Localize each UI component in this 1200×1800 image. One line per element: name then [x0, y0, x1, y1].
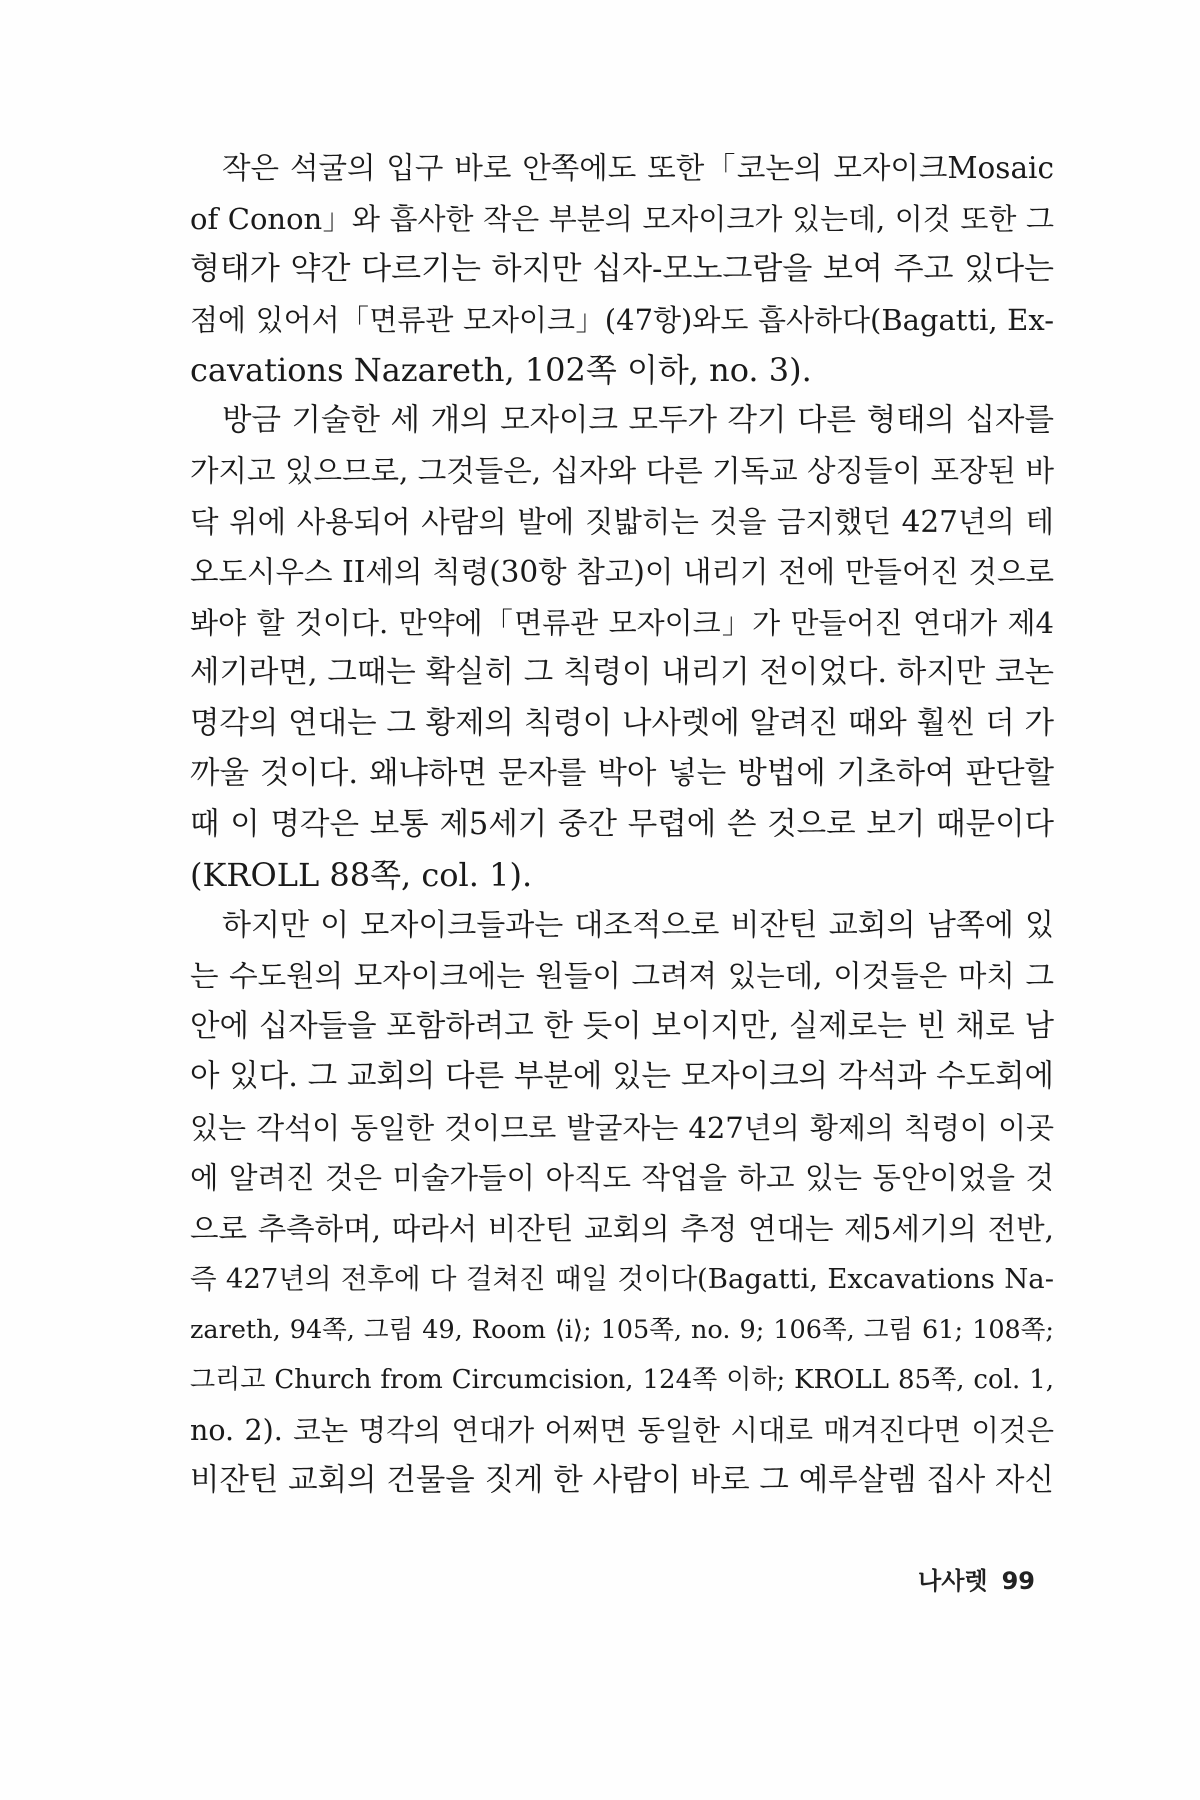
- text-line: 명각의 연대는 그 황제의 칙령이 나사렛에 알려진 때와 훨씬 더 가: [190, 705, 1054, 741]
- text-line: 으로 추측하며, 따라서 비잔틴 교회의 추정 연대는 제5세기의 전반,: [190, 1211, 1054, 1246]
- text-line: no. 2). 코논 명각의 연대가 어쩌면 동일한 시대로 매겨진다면 이것은: [190, 1413, 1054, 1447]
- text-line: 에 알려진 것은 미술가들이 아직도 작업을 하고 있는 동안이었을 것: [190, 1161, 1054, 1195]
- text-line: 봐야 할 것이다. 만약에「면류관 모자이크」가 만들어진 연대가 제4: [190, 605, 1054, 640]
- text-line: 오도시우스 II세의 칙령(30항 참고)이 내리기 전에 만들어진 것으로: [190, 555, 1054, 589]
- text-line: 는 수도원의 모자이크에는 원들이 그려져 있는데, 이것들은 마치 그: [190, 959, 1054, 993]
- text-line: 가지고 있으므로, 그것들은, 십자와 다른 기독교 상징들이 포장된 바: [190, 454, 1054, 488]
- text-line: 점에 있어서「면류관 모자이크」(47항)와도 흡사하다(Bagatti, Ex-: [190, 302, 1054, 337]
- text-line: 있는 각석이 동일한 것이므로 발굴자는 427년의 황제의 칙령이 이곳: [190, 1110, 1054, 1145]
- text-line: 아 있다. 그 교회의 다른 부분에 있는 모자이크의 각석과 수도회에: [190, 1059, 1054, 1094]
- text-line: 닥 위에 사용되어 사람의 발에 짓밟히는 것을 금지했던 427년의 테: [190, 504, 1054, 539]
- text-line: 세기라면, 그때는 확실히 그 칙령이 내리기 전이었다. 하지만 코논: [190, 655, 1054, 690]
- body-text: [190, 143, 1054, 1507]
- text-line: (KROLL 88쪽, col. 1).: [190, 856, 533, 894]
- page-number: 99: [1001, 1567, 1035, 1595]
- text-line: 형태가 약간 다르기는 하지만 십자-모노그람을 보여 주고 있다는: [190, 251, 1054, 287]
- text-line: 때 이 명각은 보통 제5세기 중간 무렵에 쓴 것으로 보기 때문이다: [190, 806, 1054, 842]
- text-line: 안에 십자들을 포함하려고 한 듯이 보이지만, 실제로는 빈 채로 남: [190, 1008, 1054, 1044]
- text-line: 즉 427년의 전후에 다 걸쳐진 때일 것이다(Bagatti, Excavations Na-: [190, 1263, 1054, 1295]
- text-line: of Conon」와 흡사한 작은 부분의 모자이크가 있는데, 이것 또한 그: [190, 201, 1054, 236]
- text-line: 작은 석굴의 입구 바로 안쪽에도 또한「코논의 모자이크Mosaic: [222, 151, 1054, 185]
- text-line: 그리고 Church from Circumcision, 124쪽 이하; KROLL 85쪽, col. 1,: [190, 1365, 1054, 1395]
- page-footer: [918, 1561, 1035, 1596]
- text-line: 비잔틴 교회의 건물을 짓게 한 사람이 바로 그 예루살렘 집사 자신: [190, 1463, 1054, 1498]
- text-line: zareth, 94쪽, 그림 49, Room ⟨i⟩; 105쪽, no. 9; 106쪽, 그림 61; 108쪽;: [190, 1314, 1054, 1345]
- running-title: 나사렛: [918, 1567, 988, 1595]
- text-line: 까울 것이다. 왜냐하면 문자를 박아 넣는 방법에 기초하여 판단할: [190, 756, 1054, 791]
- text-line: 방금 기술한 세 개의 모자이크 모두가 각기 다른 형태의 십자를: [222, 402, 1054, 438]
- text-line: cavations Nazareth, 102쪽 이하, no. 3).: [190, 351, 812, 389]
- text-line: 하지만 이 모자이크들과는 대조적으로 비잔틴 교회의 남쪽에 있: [222, 907, 1054, 943]
